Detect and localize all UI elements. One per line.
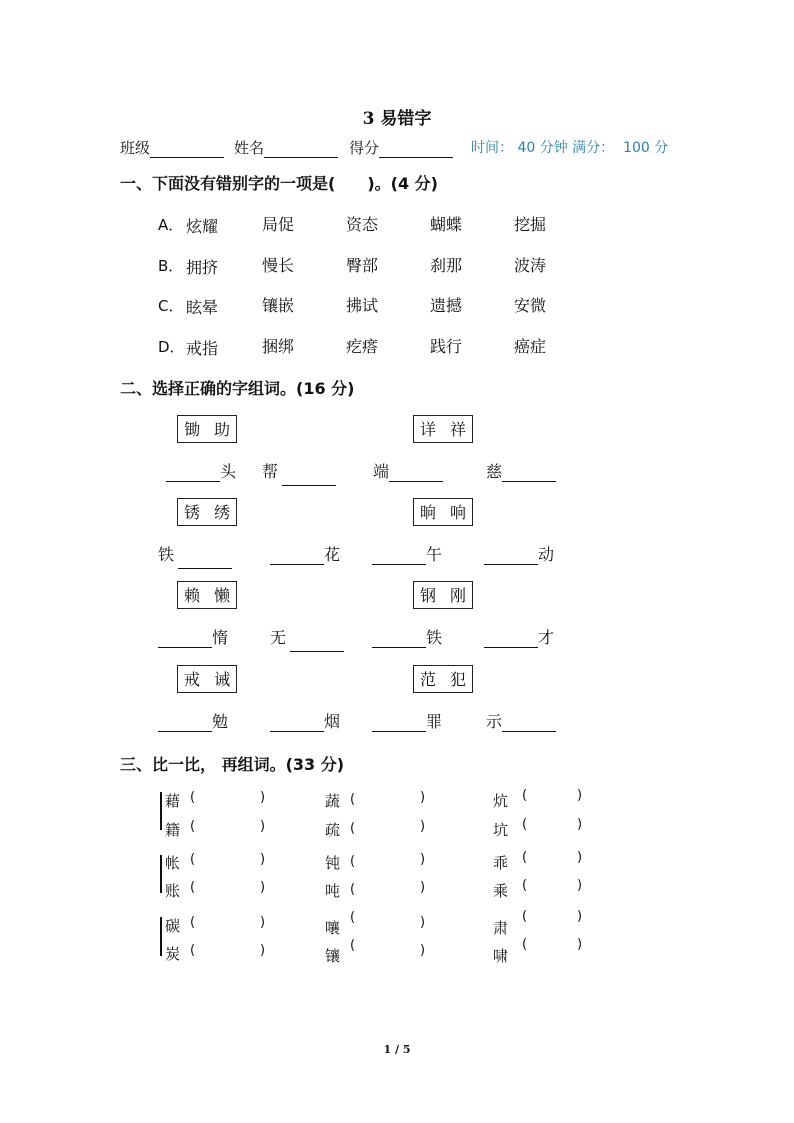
answer-blank[interactable] [372,717,426,732]
paren-close: ) [577,788,583,803]
choice-char: 犯 [450,670,467,689]
paren-open: ( [522,937,528,952]
answer-blank[interactable] [502,717,556,732]
word-fill-item[interactable] [270,625,344,652]
word-fill-item[interactable] [486,459,556,482]
paren-close: ) [260,943,266,958]
paren-open: ( [190,880,196,895]
word-fill-item[interactable] [270,542,340,565]
choice-char: 绣 [214,503,231,522]
paren-close: ) [260,880,266,895]
choice-char: 响 [450,503,467,522]
paren-open: ( [190,819,196,834]
compare-char: 炕 [493,792,509,810]
given-char: 头 [220,462,237,481]
given-char: 铁 [426,628,443,647]
time-info [471,137,668,157]
compare-char: 炭 [165,945,181,963]
answer-blank[interactable] [270,717,324,732]
word-fill-item[interactable] [270,709,340,732]
answer-blank[interactable] [158,717,212,732]
option-word: 践行 [430,337,463,356]
answer-blank[interactable] [372,550,426,565]
compare-char: 蔬 [325,792,341,810]
paren-open: ( [350,882,356,897]
score-blank [379,142,453,158]
choice-char: 助 [214,420,231,439]
option-word: 局促 [262,215,295,234]
paren-close: ) [577,909,583,924]
compare-char: 坑 [493,821,509,839]
paren-close: ) [260,790,266,805]
answer-blank[interactable] [158,633,212,648]
char-choice-box [177,581,237,609]
time-label: 时间： [471,140,513,156]
name-label: 姓名 [234,139,265,157]
word-fill-item[interactable] [373,459,443,482]
compare-char: 帐 [165,854,181,872]
compare-char: 疏 [325,821,341,839]
given-char: 铁 [158,545,175,564]
char-choice-box [177,665,237,693]
given-char: 花 [324,545,341,564]
paren-close: ) [260,819,266,834]
word-fill-item[interactable] [262,459,336,486]
char-choice-box [177,415,237,443]
answer-blank[interactable] [178,554,232,569]
page-title: 3 易错字 [362,109,432,129]
option-word: 波涛 [514,256,547,275]
compare-char: 肃 [493,919,509,937]
word-fill-item[interactable] [166,459,236,482]
score-label: 得分 [349,139,380,157]
compare-char: 藉 [165,792,181,810]
given-char: 惰 [212,628,229,647]
compare-char: 嚷 [325,919,341,937]
answer-blank[interactable] [290,637,344,652]
paren-open: ( [350,938,356,953]
compare-char: 账 [165,882,181,900]
choice-char: 范 [420,670,437,689]
paren-close: ) [420,790,426,805]
char-choice-box [413,581,473,609]
paren-close: ) [577,937,583,952]
choice-char: 晌 [420,503,437,522]
option-word: 拂试 [346,296,379,315]
char-choice-box [413,415,473,443]
paren-close: ) [420,880,426,895]
compare-char: 啸 [493,947,509,965]
paren-open: ( [190,790,196,805]
option-word: 蝴蝶 [430,215,463,234]
given-char: 勉 [212,712,229,731]
paren-close: ) [260,852,266,867]
option-word: 遗撼 [430,296,463,315]
char-choice-box [177,498,237,526]
page-number: 1 / 5 [383,1043,411,1056]
choice-char: 锄 [184,420,201,439]
given-char: 午 [426,545,443,564]
given-char: 烟 [324,712,341,731]
name-field [234,137,338,158]
time-value: 40 分钟 [517,140,568,156]
given-char: 动 [538,545,555,564]
word-fill-item[interactable] [158,709,228,732]
choice-char: 祥 [450,420,467,439]
option-word: 慢长 [262,256,295,275]
compare-char: 籍 [165,821,181,839]
choice-char: 钢 [420,586,437,605]
option-word: 挖掘 [514,215,547,234]
given-char: 帮 [262,462,279,481]
class-blank [150,142,224,158]
paren-open: ( [350,854,356,869]
choice-char: 戒 [184,670,201,689]
pair-bracket [160,917,162,956]
q1-heading: 一、下面没有错别字的一项是( )。(4 分) [120,174,438,193]
paren-close: ) [420,852,426,867]
pair-bracket [160,855,162,893]
pair-bracket [160,792,162,830]
option-word: 资态 [346,215,379,234]
name-blank [264,142,338,158]
option-letter: C． [158,297,184,315]
full-value: 100 分 [623,140,669,156]
given-char: 罪 [426,712,443,731]
option-word: 拥挤 [186,258,219,277]
answer-blank[interactable] [372,633,426,648]
paren-open: ( [522,878,528,893]
paren-open: ( [190,915,196,930]
paren-close: ) [577,878,583,893]
option-word: 安微 [514,296,547,315]
choice-char: 赖 [184,586,201,605]
word-fill-item[interactable] [484,542,554,565]
option-word: 炫耀 [186,217,219,236]
compare-char: 吨 [325,882,341,900]
option-word: 戒指 [186,339,219,358]
paren-close: ) [420,819,426,834]
compare-char: 乘 [493,882,509,900]
option-word: 眩晕 [186,298,219,317]
answer-blank[interactable] [282,471,336,486]
option-word: 疙瘩 [346,337,379,356]
option-word: 臀部 [346,256,379,275]
compare-char: 镶 [325,947,341,965]
paren-close: ) [420,915,426,930]
full-label: 满分： [572,140,615,156]
answer-blank[interactable] [502,467,556,482]
class-label: 班级 [120,139,151,157]
choice-char: 详 [420,420,437,439]
char-choice-box [413,498,473,526]
given-char: 端 [373,462,390,481]
compare-char: 乖 [493,854,509,872]
option-word: 捆绑 [262,337,295,356]
answer-blank[interactable] [166,467,220,482]
option-word: 镶嵌 [262,296,295,315]
class-field [120,137,224,158]
word-fill-item[interactable] [372,542,442,565]
option-word: 刹那 [430,256,463,275]
paren-close: ) [577,850,583,865]
paren-open: ( [522,788,528,803]
paren-close: ) [260,915,266,930]
paren-close: ) [420,943,426,958]
word-fill-item[interactable] [484,625,554,648]
compare-char: 碳 [165,917,181,935]
paren-open: ( [350,910,356,925]
paren-open: ( [350,792,356,807]
option-letter: A． [158,216,184,234]
paren-open: ( [522,909,528,924]
paren-open: ( [350,821,356,836]
word-fill-item[interactable] [486,709,556,732]
word-fill-item[interactable] [158,625,228,648]
answer-blank[interactable] [484,550,538,565]
choice-char: 锈 [184,503,201,522]
answer-blank[interactable] [389,467,443,482]
option-word: 癌症 [514,337,547,356]
word-fill-item[interactable] [158,542,232,569]
compare-char: 钝 [325,854,341,872]
answer-blank[interactable] [484,633,538,648]
score-field [349,137,453,158]
choice-char: 懒 [214,586,231,605]
given-char: 才 [538,628,555,647]
answer-blank[interactable] [270,550,324,565]
word-fill-item[interactable] [372,625,442,648]
q3-heading: 三、比一比， 再组词。(33 分) [120,755,345,774]
paren-open: ( [190,852,196,867]
choice-char: 刚 [450,586,467,605]
char-choice-box [413,665,473,693]
q2-heading: 二、选择正确的字组词。(16 分) [120,379,355,398]
paren-open: ( [522,850,528,865]
option-letter: D． [158,338,185,356]
word-fill-item[interactable] [372,709,442,732]
paren-open: ( [190,943,196,958]
paren-open: ( [522,817,528,832]
given-char: 示 [486,712,503,731]
given-char: 慈 [486,462,503,481]
choice-char: 诫 [214,670,231,689]
option-letter: B． [158,257,184,275]
paren-close: ) [577,817,583,832]
given-char: 无 [270,628,287,647]
